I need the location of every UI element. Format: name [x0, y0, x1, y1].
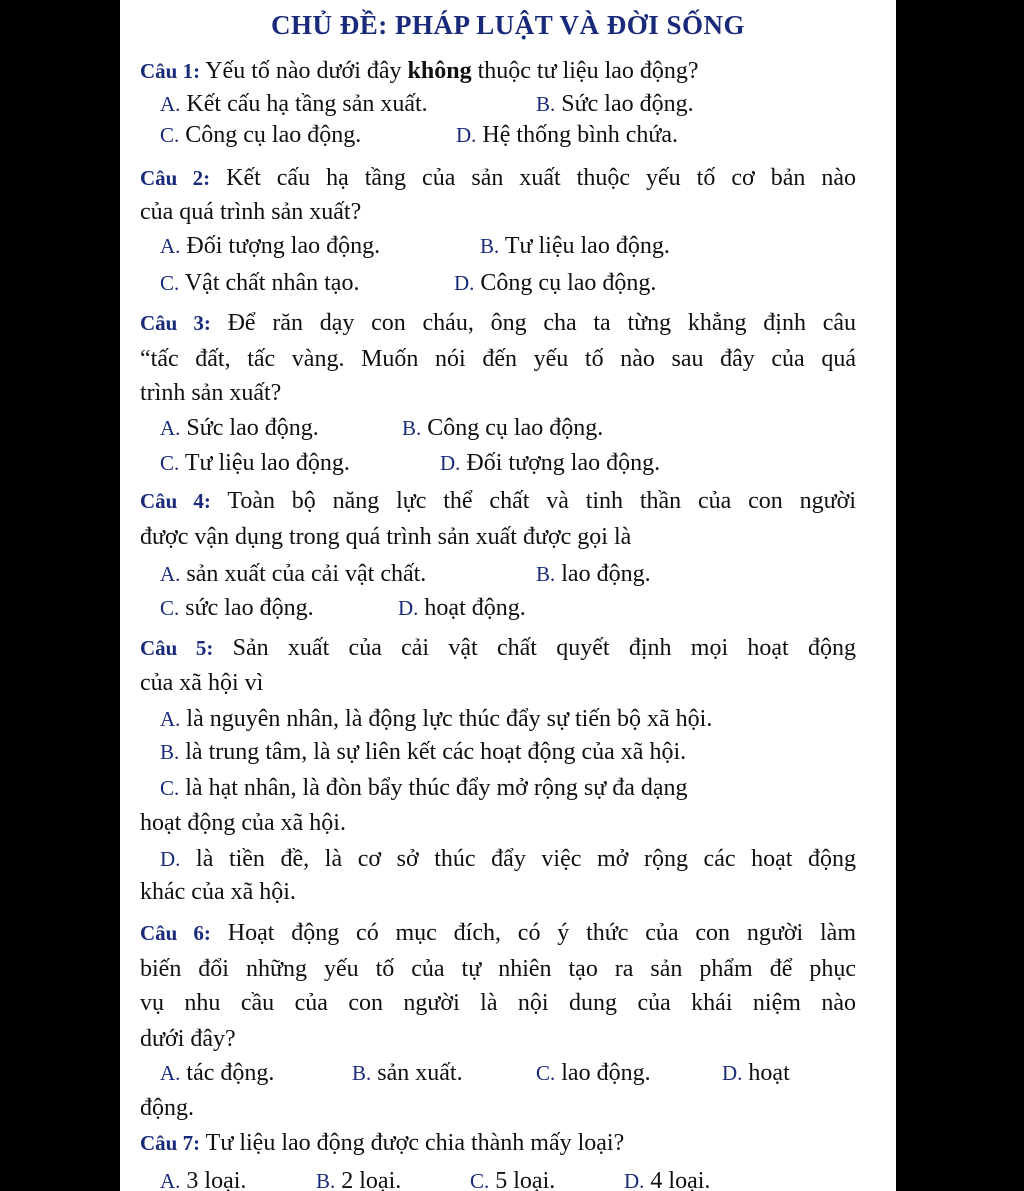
option-label: D.	[722, 1061, 743, 1085]
question-text-cont: dưới đây?	[140, 1026, 236, 1052]
option-text-cont: hoạt động của xã hội.	[140, 810, 346, 836]
question-2	[140, 163, 856, 193]
option-7c	[470, 1166, 555, 1191]
option-text: là tiền đề, là cơ sở thúc đẩy việc mở rộng các hoạt động	[196, 846, 857, 872]
option-2a	[160, 231, 380, 261]
question-text: Sản xuất của cải vật chất quyết định mọi hoạt động	[232, 635, 856, 661]
option-text: Đối tượng lao động.	[466, 450, 661, 476]
option-label: B.	[352, 1061, 372, 1085]
option-label: A.	[160, 92, 181, 116]
option-4d	[398, 593, 526, 623]
option-label: D.	[456, 123, 477, 147]
question-label: Câu 4:	[140, 489, 211, 513]
option-text: tác động.	[186, 1060, 275, 1086]
option-label: B.	[402, 416, 422, 440]
option-label: A.	[160, 1061, 181, 1085]
option-label: C.	[160, 123, 180, 147]
question-text-cont: biến đổi những yếu tố của tự nhiên tạo ra sản phẩm để phục	[140, 956, 856, 982]
option-text: lao động.	[561, 1060, 651, 1086]
option-label: D.	[454, 271, 475, 295]
option-text: Tư liệu lao động.	[184, 450, 350, 476]
option-6c	[536, 1058, 651, 1088]
option-label: A.	[160, 234, 181, 258]
question-text-cont: trình sản xuất?	[140, 380, 282, 406]
question-text-cont: được vận dụng trong quá trình sản xuất được gọi là	[140, 524, 632, 550]
option-label: D.	[440, 451, 461, 475]
question-text-cont: vụ nhu cầu của con người là nội dung của khái niệm nào	[140, 990, 856, 1016]
question-7	[140, 1128, 624, 1158]
option-text: Tư liệu lao động.	[504, 233, 670, 259]
option-label: A.	[160, 707, 181, 731]
option-text: Sức lao động.	[186, 415, 319, 441]
option-text: 5 loại.	[495, 1168, 556, 1191]
question-text-cont: của xã hội vì	[140, 670, 264, 696]
option-text: là trung tâm, là sự liên kết các hoạt động của xã hội.	[185, 739, 687, 765]
option-6d	[722, 1058, 790, 1088]
option-label: C.	[160, 451, 180, 475]
question-label: Câu 5:	[140, 636, 214, 660]
option-7b	[316, 1166, 401, 1191]
option-2d	[454, 268, 656, 298]
option-3c	[160, 448, 350, 478]
question-label: Câu 7:	[140, 1131, 201, 1155]
page-title: CHỦ ĐỀ: PHÁP LUẬT VÀ ĐỜI SỐNG	[270, 10, 746, 40]
option-3b	[402, 413, 603, 443]
option-7d	[624, 1166, 710, 1191]
question-text-cont: của quá trình sản xuất?	[140, 199, 362, 225]
question-text: Yếu tố nào dưới đây	[205, 58, 402, 84]
option-text: Kết cấu hạ tầng sản xuất.	[186, 91, 428, 117]
option-text: Công cụ lao động.	[427, 415, 604, 441]
option-6a	[160, 1058, 274, 1088]
option-text: hoạt động.	[424, 595, 526, 621]
option-text: sản xuất của cải vật chất.	[186, 561, 427, 587]
question-emphasis: không	[407, 58, 472, 84]
question-6	[140, 918, 856, 948]
question-text: Hoạt động có mục đích, có ý thức của con người làm	[227, 920, 857, 946]
option-text: 4 loại.	[650, 1168, 711, 1191]
option-text: sản xuất.	[377, 1060, 463, 1086]
option-1b	[536, 89, 694, 119]
question-label: Câu 1:	[140, 59, 201, 83]
option-text: Sức lao động.	[561, 91, 694, 117]
option-label: C.	[470, 1169, 490, 1191]
option-text: là hạt nhân, là đòn bẩy thúc đẩy mở rộng sự đa dạng	[185, 775, 688, 801]
option-label: C.	[160, 776, 180, 800]
option-label: D.	[160, 847, 181, 871]
option-text-cont: khác của xã hội.	[140, 879, 296, 905]
option-label: B.	[536, 92, 556, 116]
option-label: D.	[624, 1169, 645, 1191]
question-text: thuộc tư liệu lao động?	[477, 58, 699, 84]
option-text: Đối tượng lao động.	[186, 233, 381, 259]
option-label: B.	[480, 234, 500, 258]
option-4c	[160, 593, 314, 623]
question-text: Để răn dạy con cháu, ông cha ta từng khẳng định câu	[227, 310, 856, 336]
option-text: Công cụ lao động.	[185, 122, 362, 148]
question-4	[140, 486, 856, 516]
option-2b	[480, 231, 670, 261]
option-label: C.	[536, 1061, 556, 1085]
option-7a	[160, 1166, 246, 1191]
option-1a	[160, 89, 428, 119]
option-5d	[160, 844, 856, 874]
option-label: B.	[316, 1169, 336, 1191]
option-4b	[536, 559, 651, 589]
option-text: Vật chất nhân tạo.	[184, 270, 360, 296]
option-text: hoạt	[748, 1060, 790, 1086]
question-3	[140, 308, 856, 338]
option-label: B.	[160, 740, 180, 764]
option-5c	[160, 773, 688, 803]
option-label: C.	[160, 271, 180, 295]
option-3d	[440, 448, 660, 478]
option-6b	[352, 1058, 463, 1088]
option-label: B.	[536, 562, 556, 586]
document-page	[120, 0, 896, 1191]
option-text: 3 loại.	[186, 1168, 247, 1191]
option-5a	[160, 704, 712, 734]
option-text: là nguyên nhân, là động lực thúc đẩy sự tiến bộ xã hội.	[186, 706, 713, 732]
question-1	[140, 56, 699, 86]
option-text: Công cụ lao động.	[480, 270, 657, 296]
option-1c	[160, 120, 361, 150]
option-text: sức lao động.	[185, 595, 314, 621]
option-text-cont: động.	[140, 1095, 194, 1121]
question-text: Toàn bộ năng lực thể chất và tinh thần của con người	[227, 488, 856, 514]
option-1d	[456, 120, 678, 150]
question-text-cont: “tấc đất, tấc vàng. Muốn nói đến yếu tố nào sau đây của quá	[140, 346, 856, 372]
option-4a	[160, 559, 426, 589]
option-label: A.	[160, 562, 181, 586]
option-label: C.	[160, 596, 180, 620]
option-label: A.	[160, 1169, 181, 1191]
option-label: A.	[160, 416, 181, 440]
option-text: 2 loại.	[341, 1168, 402, 1191]
option-text: Hệ thống bình chứa.	[482, 122, 679, 148]
option-5b	[160, 737, 686, 767]
question-label: Câu 6:	[140, 921, 211, 945]
option-text: lao động.	[561, 561, 651, 587]
question-text: Tư liệu lao động được chia thành mấy loại?	[205, 1130, 625, 1156]
question-label: Câu 3:	[140, 311, 211, 335]
option-label: D.	[398, 596, 419, 620]
option-2c	[160, 268, 359, 298]
question-label: Câu 2:	[140, 166, 211, 190]
option-3a	[160, 413, 319, 443]
question-5	[140, 633, 856, 663]
question-text: Kết cấu hạ tầng của sản xuất thuộc yếu tố cơ bản nào	[226, 165, 856, 191]
